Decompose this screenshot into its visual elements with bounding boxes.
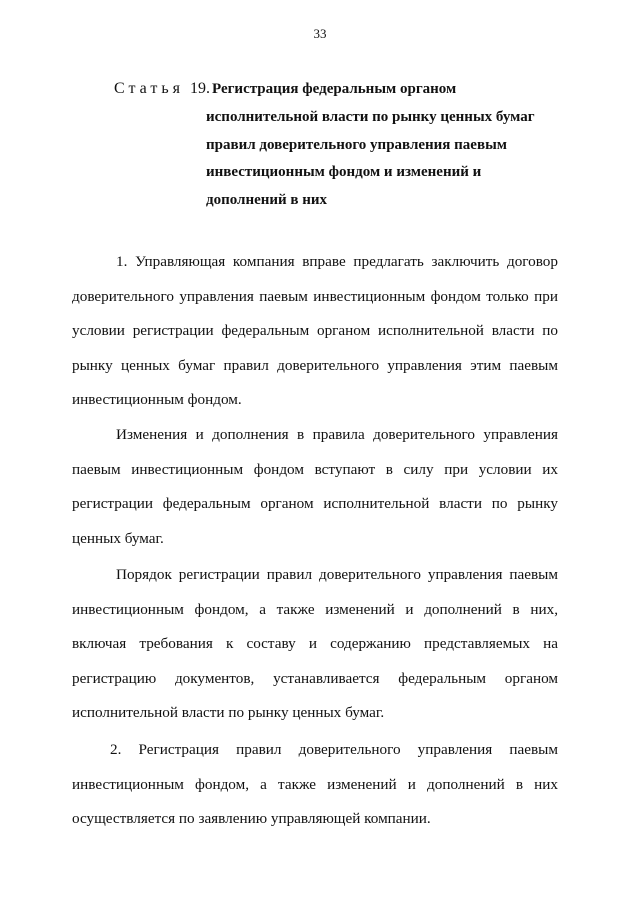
paragraph-line: включая требования к составу и содержанию представляемых на: [72, 635, 558, 652]
article-title-line: дополнений в них: [206, 192, 328, 208]
paragraph-line: 2. Регистрация правил доверительного управления паевым: [110, 741, 558, 758]
paragraph-line: Порядок регистрации правил доверительного управления паевым: [116, 566, 558, 583]
paragraph-line: Изменения и дополнения в правила доверительного управления: [116, 426, 558, 443]
paragraph-line: осуществляется по заявлению управляющей компании.: [72, 810, 431, 827]
article-title-line: Регистрация федеральным органом: [212, 81, 457, 97]
paragraph-line: 1. Управляющая компания вправе предлагать заключить договор: [116, 253, 558, 270]
paragraph-line: инвестиционным фондом, а также изменений и дополнений в них: [72, 775, 558, 793]
article-title-line: исполнительной власти по рынку ценных бумаг: [206, 109, 535, 125]
paragraph-line: инвестиционным фондом.: [72, 391, 242, 408]
paragraph-3: [72, 558, 558, 731]
paragraph-line: паевым инвестиционным фондом вступают в силу при условии их: [72, 460, 558, 478]
article-title-line: инвестиционным фондом и изменений и: [206, 164, 482, 180]
paragraph-4: [72, 733, 558, 837]
paragraph-line: исполнительной власти по рынку ценных бумаг.: [72, 704, 385, 721]
article-number: 19.: [190, 80, 210, 97]
paragraph-line: условии регистрации федеральным органом исполнительной власти по: [72, 322, 558, 339]
paragraph-2: [72, 418, 558, 556]
paragraph-line: регистрацию документов, устанавливается федеральным органом: [72, 669, 558, 687]
paragraph-line: рынку ценных бумаг правил доверительного управления этим паевым: [72, 356, 558, 374]
article-label: Статья: [114, 80, 184, 97]
paragraph-1: [72, 245, 558, 418]
paragraph-line: инвестиционным фондом, а также изменений и дополнений в них,: [72, 600, 558, 618]
page-number: 33: [313, 26, 327, 41]
paragraph-line: регистрации федеральным органом исполнительной власти по рынку: [72, 495, 558, 512]
paragraph-line: доверительного управления паевым инвестиционным фондом только при: [72, 287, 558, 305]
article-title-line: правил доверительного управления паевым: [206, 137, 507, 153]
paragraph-line: ценных бумаг.: [72, 529, 164, 547]
